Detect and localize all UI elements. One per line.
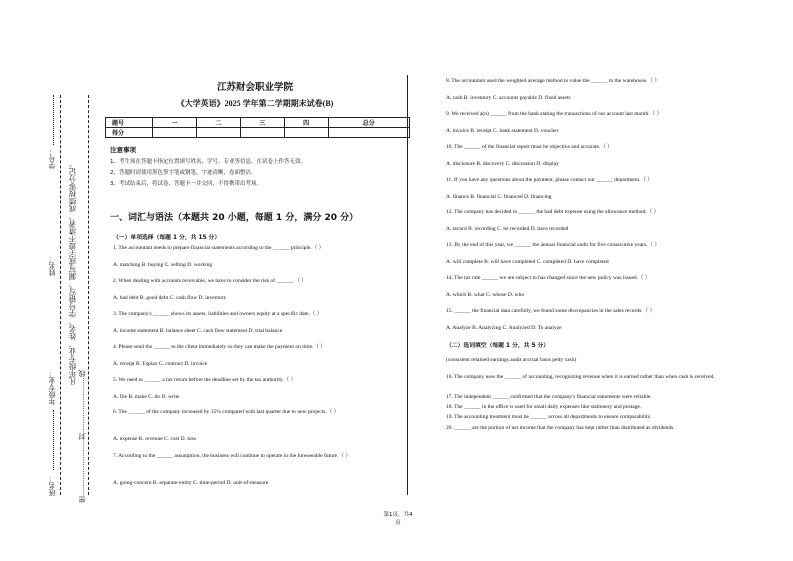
- fill-question: 17. The independent ______ confirmed that the company's financial statements were reliable.: [446, 394, 652, 400]
- class-line: [53, 410, 54, 470]
- question: 1. The accountant needs to prepare financial statements according to the ______ principle.（ ）: [113, 245, 325, 251]
- binding-dashed-line-inner: [88, 95, 89, 495]
- fill-question: 20. ______ are the portion of net income that the company has kept rather than distributed as dividends.: [446, 425, 675, 431]
- student-id-line: [53, 95, 54, 145]
- score-table: [105, 117, 410, 138]
- column-divider: [407, 75, 408, 495]
- score-cell: 总分: [328, 118, 409, 128]
- fill-question: 18. The ______ in the office is used for small daily expenses like stationery and postage.: [446, 404, 642, 410]
- question: 14. The tax rate ______ we are subject to has changed since the new policy was issued.（ ）: [446, 275, 651, 281]
- score-cell: [240, 128, 284, 138]
- question: 11. If you have any questions about the payment, please contact our ______ department.（ ）: [446, 177, 653, 183]
- page-number: 第1页，共4页: [383, 512, 413, 526]
- score-cell: 四: [284, 118, 328, 128]
- part2-heading: （二）选词填空（每题 1 分，共 5 分）: [446, 343, 550, 349]
- question: 10. The ______ of the financial report must be objective and accurate.（ ）: [446, 144, 613, 150]
- score-cell: [153, 128, 197, 138]
- notice-item: 3、考试结束后，将试卷、答题卡一并交回，不得携带出考场。: [110, 181, 263, 187]
- seal-line-text: 密……………………封……………………线: [78, 370, 86, 503]
- question-options: A. record B. recording C. be recorded D. have recorded: [446, 226, 569, 232]
- bottom-label: 班名：: [48, 475, 56, 496]
- question-options: A. disclosure B. discovery C. discussion D. display: [446, 161, 559, 167]
- exam-title: 《大学英语》2025 学年第二学期期末试卷(B): [176, 99, 334, 108]
- question-options: A. receipt B. Fapiao C. contract D. invoice: [113, 361, 208, 367]
- binding-dashed-line-outer: [60, 95, 61, 495]
- question-options: A. which B. what C. whose D. who: [446, 292, 525, 298]
- score-table-score-row: [106, 128, 410, 138]
- question-options: A. finance B. financial C. financed D. financing: [446, 194, 552, 200]
- score-cell: 题号: [106, 118, 153, 128]
- question: 5. We need to ______ a tax return before the deadline set by the tax authority.（ ）: [113, 377, 296, 383]
- question-options: A. income statement B. balance sheet C. cash flow statement D. trial balance: [113, 328, 283, 334]
- class-label: 年级专业：: [48, 370, 56, 405]
- question-options: A. cash B. inventory C. accounts payable D. fixed assets: [446, 95, 571, 101]
- question-options: A. invoice B. receipt C. bank statement D. voucher: [446, 128, 559, 134]
- score-table-header-row: [106, 118, 410, 128]
- score-cell: [284, 128, 328, 138]
- score-cell: 二: [196, 118, 240, 128]
- question: 8. The accountant used the weighted average method to value the ______ in the warehouse.（ ）: [446, 78, 660, 84]
- question-options: A. matching B. buying C. selling D. working: [113, 262, 213, 268]
- question: 12. The company has decided to ______ the bad debt expense using the allowance method.（ ）: [446, 209, 659, 215]
- question: 15. ______ the financial data carefully, we found some discrepancies in the sales records.（ ）: [446, 308, 656, 314]
- school-name: 江苏财会职业学院: [216, 82, 293, 93]
- name-label: 姓名：: [48, 255, 56, 276]
- question: 4. Please send the ______ to the client immediately so they can make the payment on time.（ ）: [113, 344, 326, 350]
- binding-warning: 凡年级专业、姓名、学号错写、漏写或字迹不清者，成绩按零分记。: [68, 160, 77, 385]
- part1-heading: （一）单项选择（每题 1 分，共 15 分）: [113, 235, 221, 241]
- fill-question: 19. The accounting treatment must be ______ across all departments to ensure comparability.: [446, 414, 652, 420]
- question-options: A. bad debt B. good debt C. cash flow D. inventory: [113, 295, 227, 301]
- question: 3. The company's ______ shows its assets, liabilities and owners equity at a specific date.（ ）: [113, 311, 323, 317]
- score-cell: 得分: [106, 128, 153, 138]
- notice-item: 1、考生须在答题卡指定位置填写姓名、学号、专业等信息，在试卷上作答无效。: [110, 159, 307, 165]
- fill-question: 16. The company uses the ______ of accounting, recognizing revenue when it is earned rather than when cash is received.: [446, 374, 715, 380]
- question: 7. According to the ______ assumption, the business will continue to operate in the foreseeable future.（ ）: [113, 453, 351, 459]
- question: 9. We received a(n) ______ from the bank stating the transactions of our account last month.（ ）: [446, 111, 663, 117]
- question: 2. When dealing with accounts receivable, we have to consider the risk of ______.（ ）: [113, 278, 307, 284]
- question-options: A. will complete B. will have completed C. completed D. have completed: [446, 259, 609, 265]
- score-cell: 一: [153, 118, 197, 128]
- question: 6. The ______ of the company increased by 15% compared with last quarter due to new projects.（ ）: [113, 409, 340, 415]
- score-cell: 三: [240, 118, 284, 128]
- question-options: A. going-concern B. separate-entity C. time-period D. unit-of-measure: [113, 480, 269, 486]
- question-options: A. file B. make C. do D. write: [113, 394, 180, 400]
- question-options: A. Analyze B. Analyzing C. Analyzed D. To analyze: [446, 325, 562, 331]
- score-cell: [196, 128, 240, 138]
- section-heading: 一、词汇与语法（本题共 20 小题，每题 1 分，满分 20 分）: [110, 213, 359, 223]
- score-cell: [328, 128, 409, 138]
- notice-item: 2、答题时请使用黑色签字笔或钢笔，字迹清晰，卷面整洁。: [110, 170, 257, 176]
- student-id-label: 学号：: [48, 148, 56, 169]
- question-options: A. expense B. revenue C. cost D. loss: [113, 436, 196, 442]
- word-bank: (consistent retained earnings audit accrual basis petty cash): [446, 357, 577, 363]
- question: 13. By the end of this year, we ______ the annual financial audit for five consecutive years.（ ）: [446, 242, 660, 248]
- notice-heading: 注意事项: [110, 146, 136, 154]
